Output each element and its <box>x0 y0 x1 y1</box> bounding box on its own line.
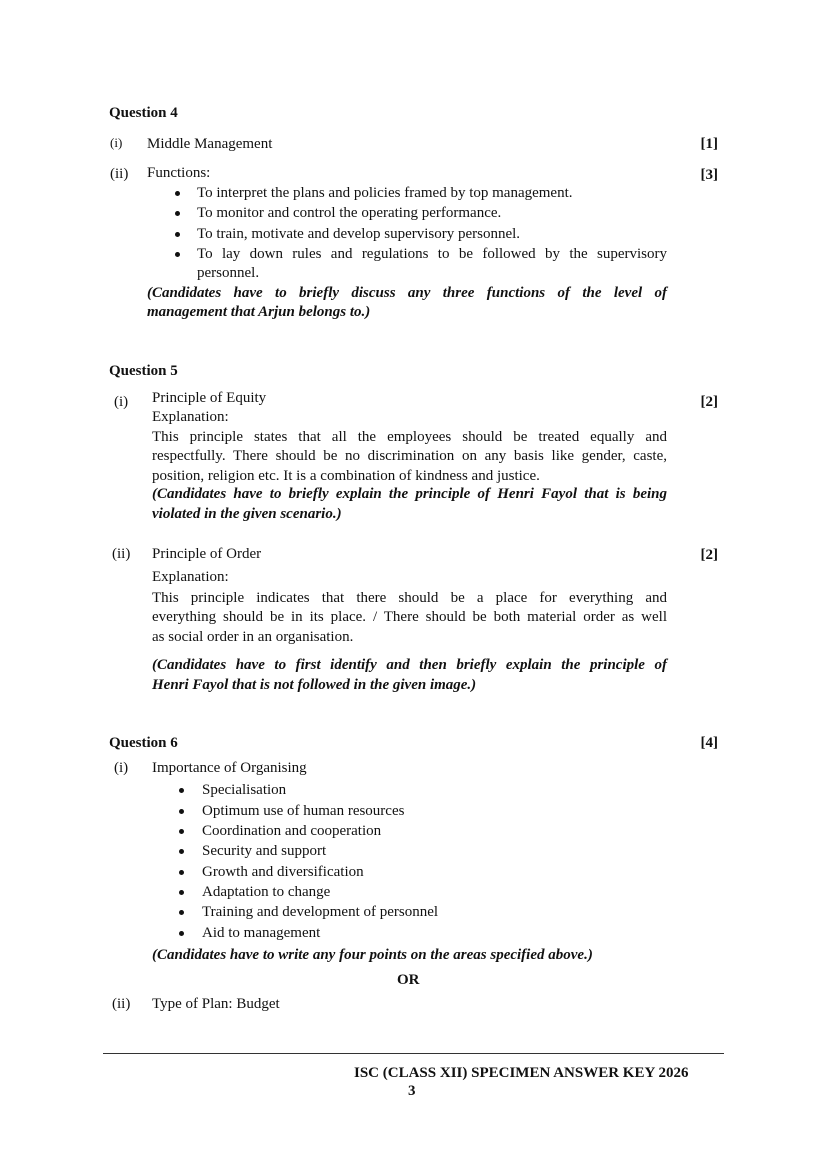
bullet-icon <box>179 910 184 915</box>
q4-ii-answer: Functions: <box>147 165 211 181</box>
q5-i-explanation-label: Explanation: <box>152 409 229 425</box>
list-item: To interpret the plans and policies framed by top management. <box>197 185 573 201</box>
bullet-icon <box>175 191 180 196</box>
or-separator: OR <box>397 972 420 988</box>
q4-ii-number: (ii) <box>110 166 129 182</box>
bullet-icon <box>179 829 184 834</box>
q6-ii-answer: Type of Plan: Budget <box>152 996 280 1012</box>
list-item: Adaptation to change <box>202 884 331 900</box>
list-item: Specialisation <box>202 782 287 798</box>
q5-ii-answer: Principle of Order <box>152 546 262 562</box>
list-item: To monitor and control the operating performance. <box>197 205 502 221</box>
q4-i-number: (i) <box>110 135 123 150</box>
list-item: Training and development of personnel <box>202 904 439 920</box>
q4-note: management that Arjun belongs to.) <box>147 304 371 320</box>
list-item: Aid to management <box>202 925 321 941</box>
q5-ii-marks: [2] <box>700 547 718 563</box>
q5-ii-paragraph-line: everything should be in its place. / There should be both material order as well <box>152 609 667 625</box>
q5-ii-explanation-label: Explanation: <box>152 569 229 585</box>
q5-ii-number: (ii) <box>112 546 131 562</box>
list-item: To train, motivate and develop supervisory personnel. <box>197 226 521 242</box>
q4-ii-marks: [3] <box>700 167 718 183</box>
bullet-icon <box>175 211 180 216</box>
question-5-heading: Question 5 <box>109 363 178 379</box>
q6-ii-number: (ii) <box>112 996 131 1012</box>
q6-marks: [4] <box>700 735 718 751</box>
q4-i-answer: Middle Management <box>147 136 273 152</box>
list-item-continuation: personnel. <box>197 265 260 281</box>
bullet-icon <box>179 890 184 895</box>
q5-ii-note: (Candidates have to first identify and then briefly explain the principle of <box>152 657 667 673</box>
q4-note: (Candidates have to briefly discuss any three functions of the level of <box>147 285 667 301</box>
q5-ii-note: Henri Fayol that is not followed in the given image.) <box>152 677 477 693</box>
q5-i-note: (Candidates have to briefly explain the principle of Henri Fayol that is being <box>152 486 667 502</box>
list-item: Growth and diversification <box>202 864 364 880</box>
page-number: 3 <box>408 1083 416 1099</box>
q5-i-marks: [2] <box>700 394 718 410</box>
footer-title: ISC (CLASS XII) SPECIMEN ANSWER KEY 2026 <box>354 1065 689 1081</box>
q5-i-note: violated in the given scenario.) <box>152 506 342 522</box>
bullet-icon <box>179 931 184 936</box>
footer-divider <box>103 1053 724 1054</box>
q5-i-number: (i) <box>114 394 129 410</box>
list-item: Optimum use of human resources <box>202 803 405 819</box>
bullet-icon <box>179 809 184 814</box>
q5-i-paragraph-line: position, religion etc. It is a combination of kindness and justice. <box>152 468 540 484</box>
q5-ii-paragraph-line: as social order in an organisation. <box>152 629 354 645</box>
q5-i-paragraph-line: This principle states that all the employees should be treated equally and <box>152 429 667 445</box>
q4-i-marks: [1] <box>700 136 718 152</box>
list-item: To lay down rules and regulations to be followed by the supervisory <box>197 246 667 262</box>
bullet-icon <box>179 870 184 875</box>
q5-ii-paragraph-line: This principle indicates that there should be a place for everything and <box>152 590 667 606</box>
q5-i-answer: Principle of Equity <box>152 390 267 406</box>
bullet-icon <box>179 849 184 854</box>
bullet-icon <box>175 232 180 237</box>
bullet-icon <box>179 788 184 793</box>
q6-note: (Candidates have to write any four points on the areas specified above.) <box>152 947 593 963</box>
bullet-icon <box>175 252 180 257</box>
q6-i-number: (i) <box>114 760 129 776</box>
q6-i-answer: Importance of Organising <box>152 760 307 776</box>
list-item: Coordination and cooperation <box>202 823 382 839</box>
list-item: Security and support <box>202 843 327 859</box>
question-4-heading: Question 4 <box>109 105 178 121</box>
question-6-heading: Question 6 <box>109 735 178 751</box>
q5-i-paragraph-line: respectfully. There should be no discrimination on any basis like gender, caste, <box>152 448 667 464</box>
